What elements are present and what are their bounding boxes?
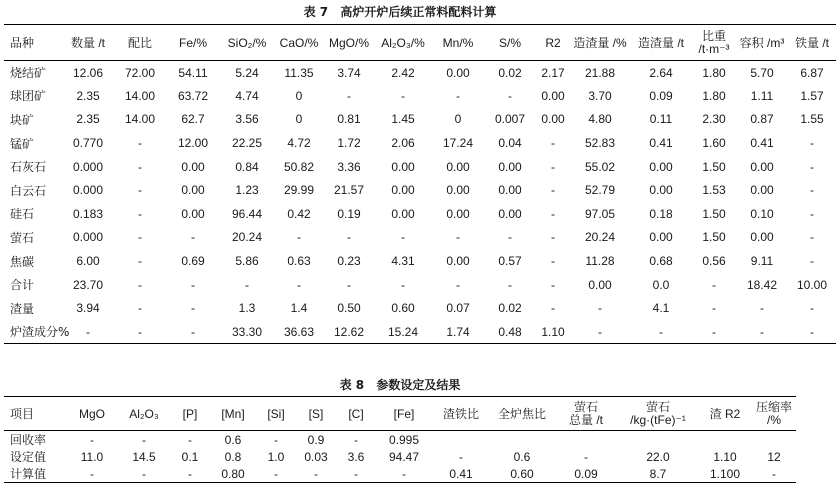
table7-cell: 36.63 (283, 324, 315, 339)
table7-cell: - (508, 88, 512, 103)
table7-header-cell: Fe/% (166, 25, 220, 61)
table7-cell: 1.45 (391, 112, 415, 127)
table8-cell: - (188, 432, 192, 447)
table7-cell: - (191, 277, 195, 292)
table7-cell: - (138, 206, 142, 221)
table7-cell: 15.24 (387, 324, 419, 339)
table8-cell: 0.41 (449, 466, 473, 481)
table7-cell: - (810, 136, 814, 151)
table7-cell: 1.4 (290, 301, 308, 316)
table7-header-cell: SiO₂/% (220, 25, 274, 61)
table8-cell: - (459, 449, 463, 464)
table8-row (4, 465, 796, 483)
table7-row (4, 273, 836, 297)
table8-cell: - (354, 432, 358, 447)
table7-row-label: 石灰石 (10, 160, 47, 175)
table7-cell: 1.74 (446, 324, 470, 339)
table7-title: 高炉开炉后续正常料配料计算 (340, 5, 497, 19)
table8-cell: - (90, 466, 94, 481)
table7-cell: 0.770 (72, 136, 104, 151)
table7-cell: - (191, 324, 195, 339)
table7-cell: - (297, 277, 301, 292)
table7-cell: 2.35 (76, 88, 100, 103)
table7-cell: - (138, 183, 142, 198)
table7-cell: 97.05 (584, 206, 616, 221)
table7-cell: 0.00 (181, 206, 205, 221)
table7-cell: 0.00 (446, 65, 470, 80)
table7-row-label: 渣量 (10, 301, 35, 316)
table8-cell: 94.47 (388, 449, 420, 464)
table7-cell: 22.25 (231, 136, 263, 151)
table7-cell: 1.50 (702, 230, 726, 245)
table7-cell: - (810, 159, 814, 174)
table7-cell: 4.80 (588, 112, 612, 127)
table7-cell: 2.06 (391, 136, 415, 151)
table7-cell: - (551, 136, 555, 151)
table8-cell (752, 431, 796, 449)
table7-cell: 14.00 (124, 112, 156, 127)
table7-cell: 0.183 (72, 206, 104, 221)
table7-cell: 0.00 (649, 183, 673, 198)
table7-cell: - (138, 277, 142, 292)
table7-row (4, 131, 836, 155)
table7-cell: 0.00 (750, 230, 774, 245)
table7-cell: 0.60 (391, 301, 415, 316)
table8-cell: - (142, 466, 146, 481)
table7-row (4, 202, 836, 226)
table7-cell: 0.02 (498, 301, 522, 316)
table7-cell: 1.60 (702, 136, 726, 151)
table7-cell: 0.00 (750, 159, 774, 174)
table7-cell: 0.0 (652, 277, 670, 292)
table7-cell: 5.86 (235, 254, 259, 269)
table7-header-cell: 造渣量 /t (630, 25, 692, 61)
table7-cell: 54.11 (178, 65, 208, 80)
table7-cell: 4.72 (287, 136, 311, 151)
table7-cell: - (551, 254, 555, 269)
table8-cell: - (354, 466, 358, 481)
table7-cell: - (551, 159, 555, 174)
table7-cell: - (347, 277, 351, 292)
table7-cell: 1.80 (702, 65, 726, 80)
table8-cell: 0.03 (304, 449, 328, 464)
table8-header-cell: [P] (170, 397, 210, 431)
table8-header-cell: 萤石 /kg·(tFe)⁻¹ (618, 397, 698, 431)
table7-cell: 2.35 (76, 112, 100, 127)
table7-cell: 0.00 (391, 159, 415, 174)
table7-cell: 0.00 (181, 183, 205, 198)
table7-cell: - (191, 301, 195, 316)
table7-cell: 0.11 (649, 112, 673, 127)
table7-cell: - (712, 277, 716, 292)
table7-cell: 0.23 (337, 254, 361, 269)
table7-cell: 0.68 (649, 254, 673, 269)
table7-cell: 10.00 (796, 277, 828, 292)
table7-row-label: 锰矿 (10, 136, 35, 151)
table7-row (4, 108, 836, 132)
table7-cell: - (551, 277, 555, 292)
table7-cell: 1.72 (337, 136, 361, 151)
table7-row (4, 155, 836, 179)
table7-cell: - (245, 277, 249, 292)
table8-cell: 0.9 (307, 432, 325, 447)
table7-cell: 3.36 (337, 159, 361, 174)
table8-header-cell: 渣 R2 (698, 397, 752, 431)
table7-cell: - (760, 324, 764, 339)
table7-cell: 1.57 (800, 88, 824, 103)
table8-cell: 22.0 (646, 449, 670, 464)
table8-cell: 1.10 (713, 449, 737, 464)
table7-cell: - (508, 277, 512, 292)
table7-header-cell: 容积 /m³ (736, 25, 788, 61)
table7-cell: 0.00 (446, 159, 470, 174)
table7-cell: 0.00 (541, 88, 565, 103)
table7-cell: 0 (454, 112, 462, 127)
table8-cell: 3.6 (347, 449, 365, 464)
table8-title: 参数设定及结果 (376, 378, 461, 392)
table7-header-cell: CaO/% (274, 25, 324, 61)
table7-cell: 0.57 (498, 254, 522, 269)
table7-row-label: 萤石 (10, 230, 35, 245)
table7-cell: - (810, 254, 814, 269)
table7-cell: 21.57 (333, 183, 365, 198)
table7-cell: - (551, 183, 555, 198)
table8-header-cell: Al₂O₃ (118, 397, 170, 431)
table7-cell: - (810, 230, 814, 245)
table7-cell: 62.7 (181, 112, 205, 127)
table7-cell: 0.81 (337, 112, 361, 127)
table7-cell: 12.06 (72, 65, 104, 80)
table7-cell: 0.00 (649, 230, 673, 245)
table8-cell (618, 431, 698, 449)
table8-cell: 0.80 (221, 466, 245, 481)
table8-cell: 1.100 (709, 466, 741, 481)
table7-row (4, 61, 836, 85)
table8-cell: - (142, 432, 146, 447)
table7-row-label: 焦碳 (10, 254, 35, 269)
table8-cell: - (90, 432, 94, 447)
table7-cell: - (347, 88, 351, 103)
table7-row-label: 合计 (10, 278, 35, 293)
table7-cell: 0.007 (494, 112, 526, 127)
table8-cell: 12 (767, 449, 781, 464)
table7-cell: 33.30 (231, 324, 263, 339)
table7-header-cell: S/% (484, 25, 536, 61)
table7-cell: - (551, 230, 555, 245)
table7-cell: 0.00 (446, 254, 470, 269)
table7-cell: 3.56 (235, 112, 259, 127)
table7-header-cell: MgO/% (324, 25, 374, 61)
table7-cell: 2.64 (649, 65, 673, 80)
table7-cell: 1.10 (541, 324, 565, 339)
table7-header-cell: 品种 (4, 25, 62, 61)
table7-cell: - (191, 230, 195, 245)
table8 (4, 396, 796, 483)
table7-cell: 6.00 (76, 254, 100, 269)
table7-cell: - (712, 301, 716, 316)
table7-cell: 0.00 (391, 183, 415, 198)
table7-cell: 0.04 (498, 136, 522, 151)
table7-cell: 20.24 (231, 230, 263, 245)
table7-header-cell: Al₂O₃/% (374, 25, 432, 61)
table8-cell: - (274, 466, 278, 481)
table7-cell: 0.19 (337, 206, 361, 221)
table7-header-cell: 造渣量 /% (570, 25, 630, 61)
table7-header-row (4, 25, 836, 61)
table7-row (4, 178, 836, 202)
table7-cell: 3.70 (588, 88, 612, 103)
table7-cell: - (456, 88, 460, 103)
table7-cell: 0.00 (498, 206, 522, 221)
table7-row (4, 84, 836, 108)
table7-cell: 63.72 (177, 88, 209, 103)
table8-header-cell: 项目 (4, 397, 66, 431)
table7-cell: - (138, 324, 142, 339)
table7-cell: 4.74 (235, 88, 259, 103)
table7-cell: 0.48 (498, 324, 522, 339)
table7-cell: - (138, 159, 142, 174)
table7-cell: 5.70 (750, 65, 774, 80)
table7-cell: 3.74 (337, 65, 361, 80)
table8-caption (0, 376, 800, 393)
table8-cell (554, 431, 618, 449)
table7-header-cell: Mn/% (432, 25, 484, 61)
table7-cell: - (138, 230, 142, 245)
table7-cell: 2.30 (702, 112, 726, 127)
table7-cell: 1.23 (235, 183, 259, 198)
table7-caption (0, 3, 800, 20)
table7-row-label: 炉渣成分% (10, 325, 70, 340)
table7-cell: - (598, 324, 602, 339)
table7-cell: - (138, 254, 142, 269)
table7-cell: 4.1 (652, 301, 670, 316)
table8-cell: 0.60 (510, 466, 534, 481)
table7-cell: 0 (295, 112, 303, 127)
table7-cell: 5.24 (235, 65, 259, 80)
table7-label: 表 7 (303, 5, 329, 19)
table7-header-cell: 数量 /t (62, 25, 114, 61)
table7-cell: 1.80 (702, 88, 726, 103)
table7-cell: 29.99 (283, 183, 315, 198)
table7-cell: 18.42 (746, 277, 778, 292)
table7-cell: 72.00 (124, 65, 156, 80)
table7-cell: 55.02 (584, 159, 616, 174)
table7-cell: - (138, 136, 142, 151)
table7-cell: 0.07 (446, 301, 470, 316)
table8-cell: - (772, 466, 776, 481)
table8-cell: - (188, 466, 192, 481)
table8-header-cell: [Mn] (210, 397, 256, 431)
table7-cell: - (551, 301, 555, 316)
table8-header-cell: [Si] (256, 397, 296, 431)
table8-header-cell: 渣铁比 (432, 397, 490, 431)
table7-cell: 0.41 (750, 136, 774, 151)
table7-cell: - (810, 324, 814, 339)
table8-cell (698, 431, 752, 449)
table7-cell: - (659, 324, 663, 339)
table7-cell: - (401, 230, 405, 245)
table7-cell: - (551, 206, 555, 221)
table7-cell: 96.44 (231, 206, 263, 221)
table7-cell: 0.69 (181, 254, 205, 269)
table7-cell: 0.00 (750, 183, 774, 198)
table7-cell: 1.50 (702, 159, 726, 174)
table8-cell: - (274, 432, 278, 447)
table8-header-cell: [C] (336, 397, 376, 431)
table7-cell: 0.00 (181, 159, 205, 174)
table8-cell: - (402, 466, 406, 481)
table7-cell: - (401, 88, 405, 103)
table8-cell: 8.7 (649, 466, 667, 481)
table8-row (4, 448, 796, 465)
table7-row (4, 296, 836, 320)
table7-cell: 0.87 (750, 112, 774, 127)
table7-cell: - (712, 324, 716, 339)
table8-cell: 0.8 (224, 449, 242, 464)
table7-cell: 4.31 (391, 254, 415, 269)
table8-header-cell: [Fe] (376, 397, 432, 431)
table8-header-row (4, 397, 796, 431)
table8-header-cell: 压缩率 /% (752, 397, 796, 431)
table7-cell: - (456, 277, 460, 292)
table7-cell: 0 (295, 88, 303, 103)
table7-cell: 0.56 (702, 254, 726, 269)
table7-row-label: 硅石 (10, 207, 35, 222)
table7-cell: - (598, 301, 602, 316)
table8-cell: 11.0 (80, 449, 104, 464)
table7-cell: 1.53 (702, 183, 726, 198)
table7-row-label: 白云石 (10, 183, 47, 198)
table7-cell: 1.50 (702, 206, 726, 221)
table7-cell: 12.62 (333, 324, 365, 339)
table7-header-cell: R2 (536, 25, 570, 61)
table7-cell: 0.000 (72, 159, 104, 174)
table8-cell: 14.5 (132, 449, 156, 464)
table7-cell: 1.11 (750, 88, 774, 103)
table7-cell: 0.00 (541, 112, 565, 127)
table8-header-cell: 萤石 总量 /t (554, 397, 618, 431)
table7-cell: 0.00 (446, 183, 470, 198)
table7-cell: 1.3 (238, 301, 256, 316)
table8-row-label: 设定值 (10, 450, 47, 464)
table8-header-cell: MgO (66, 397, 118, 431)
table7-cell: 12.00 (177, 136, 209, 151)
table7-cell: 9.11 (750, 254, 774, 269)
table8-cell: 0.6 (513, 449, 531, 464)
table8-header-cell: 全炉焦比 (490, 397, 554, 431)
table7-cell: 23.70 (72, 277, 104, 292)
table7-cell: - (456, 230, 460, 245)
table7-cell: - (138, 301, 142, 316)
table7-cell: 0.000 (72, 183, 104, 198)
table8-cell: - (314, 466, 318, 481)
table7-cell: 11.28 (585, 254, 615, 269)
table7-cell: 50.82 (283, 159, 315, 174)
table7-cell: - (508, 230, 512, 245)
table7-cell: - (297, 230, 301, 245)
table7-cell: 20.24 (584, 230, 616, 245)
table8-row-label: 计算值 (10, 467, 47, 481)
table8-row-label: 回收率 (10, 433, 47, 447)
table8-cell: 1.0 (267, 449, 285, 464)
table7-cell: 0.10 (750, 206, 774, 221)
table7-cell: 0.84 (235, 159, 259, 174)
table8-cell: 0.6 (224, 432, 242, 447)
table7-header-cell: 配比 (114, 25, 166, 61)
table8-cell: 0.1 (181, 449, 199, 464)
table7-row (4, 320, 836, 344)
table7-header-cell: 比重 /t·m⁻³ (692, 25, 736, 61)
table7-cell: 2.17 (541, 65, 565, 80)
table7-cell: 0.00 (391, 206, 415, 221)
table7-cell: 0.18 (649, 206, 673, 221)
table7-cell: - (86, 324, 90, 339)
table7-row (4, 249, 836, 273)
table7-cell: 0.42 (287, 206, 311, 221)
table7-cell: - (810, 301, 814, 316)
table7-cell: 6.87 (800, 65, 824, 80)
table7-cell: - (347, 230, 351, 245)
table7-row (4, 226, 836, 250)
table7-cell: 11.35 (284, 65, 314, 80)
table7-cell: 14.00 (124, 88, 156, 103)
table7-cell: 21.88 (584, 65, 616, 80)
table7-cell: 52.83 (584, 136, 616, 151)
table7-cell: 0.000 (72, 230, 104, 245)
table7-cell: - (810, 206, 814, 221)
table7-cell: - (401, 277, 405, 292)
table7-cell: 0.02 (498, 65, 522, 80)
table7-cell: 52.79 (584, 183, 616, 198)
table8-cell: 0.995 (388, 432, 420, 447)
table8-cell (490, 431, 554, 449)
table7 (4, 24, 836, 344)
table8-label: 表 8 (339, 378, 365, 392)
table7-cell: 0.09 (649, 88, 673, 103)
table7-cell: 0.63 (287, 254, 311, 269)
table7-cell: 0.00 (649, 159, 673, 174)
table7-row-label: 球团矿 (10, 89, 47, 104)
table8-header-cell: [S] (296, 397, 336, 431)
table7-cell: 0.00 (498, 183, 522, 198)
table8-cell: 0.09 (574, 466, 598, 481)
table8-cell (432, 431, 490, 449)
table7-cell: 0.41 (649, 136, 673, 151)
table7-row-label: 块矿 (10, 112, 35, 127)
table8-cell: - (584, 449, 588, 464)
table7-cell: 2.42 (391, 65, 415, 80)
table7-cell: 3.94 (76, 301, 100, 316)
table7-cell: 0.00 (588, 277, 612, 292)
table7-cell: - (810, 183, 814, 198)
table7-cell: 0.50 (337, 301, 361, 316)
table8-row (4, 431, 796, 449)
table7-row-label: 烧结矿 (10, 66, 47, 81)
table7-cell: 0.00 (446, 206, 470, 221)
table7-cell: - (760, 301, 764, 316)
table7-cell: 0.00 (498, 159, 522, 174)
table7-header-cell: 铁量 /t (788, 25, 836, 61)
table7-cell: 17.24 (442, 136, 474, 151)
table7-cell: 1.55 (800, 112, 824, 127)
